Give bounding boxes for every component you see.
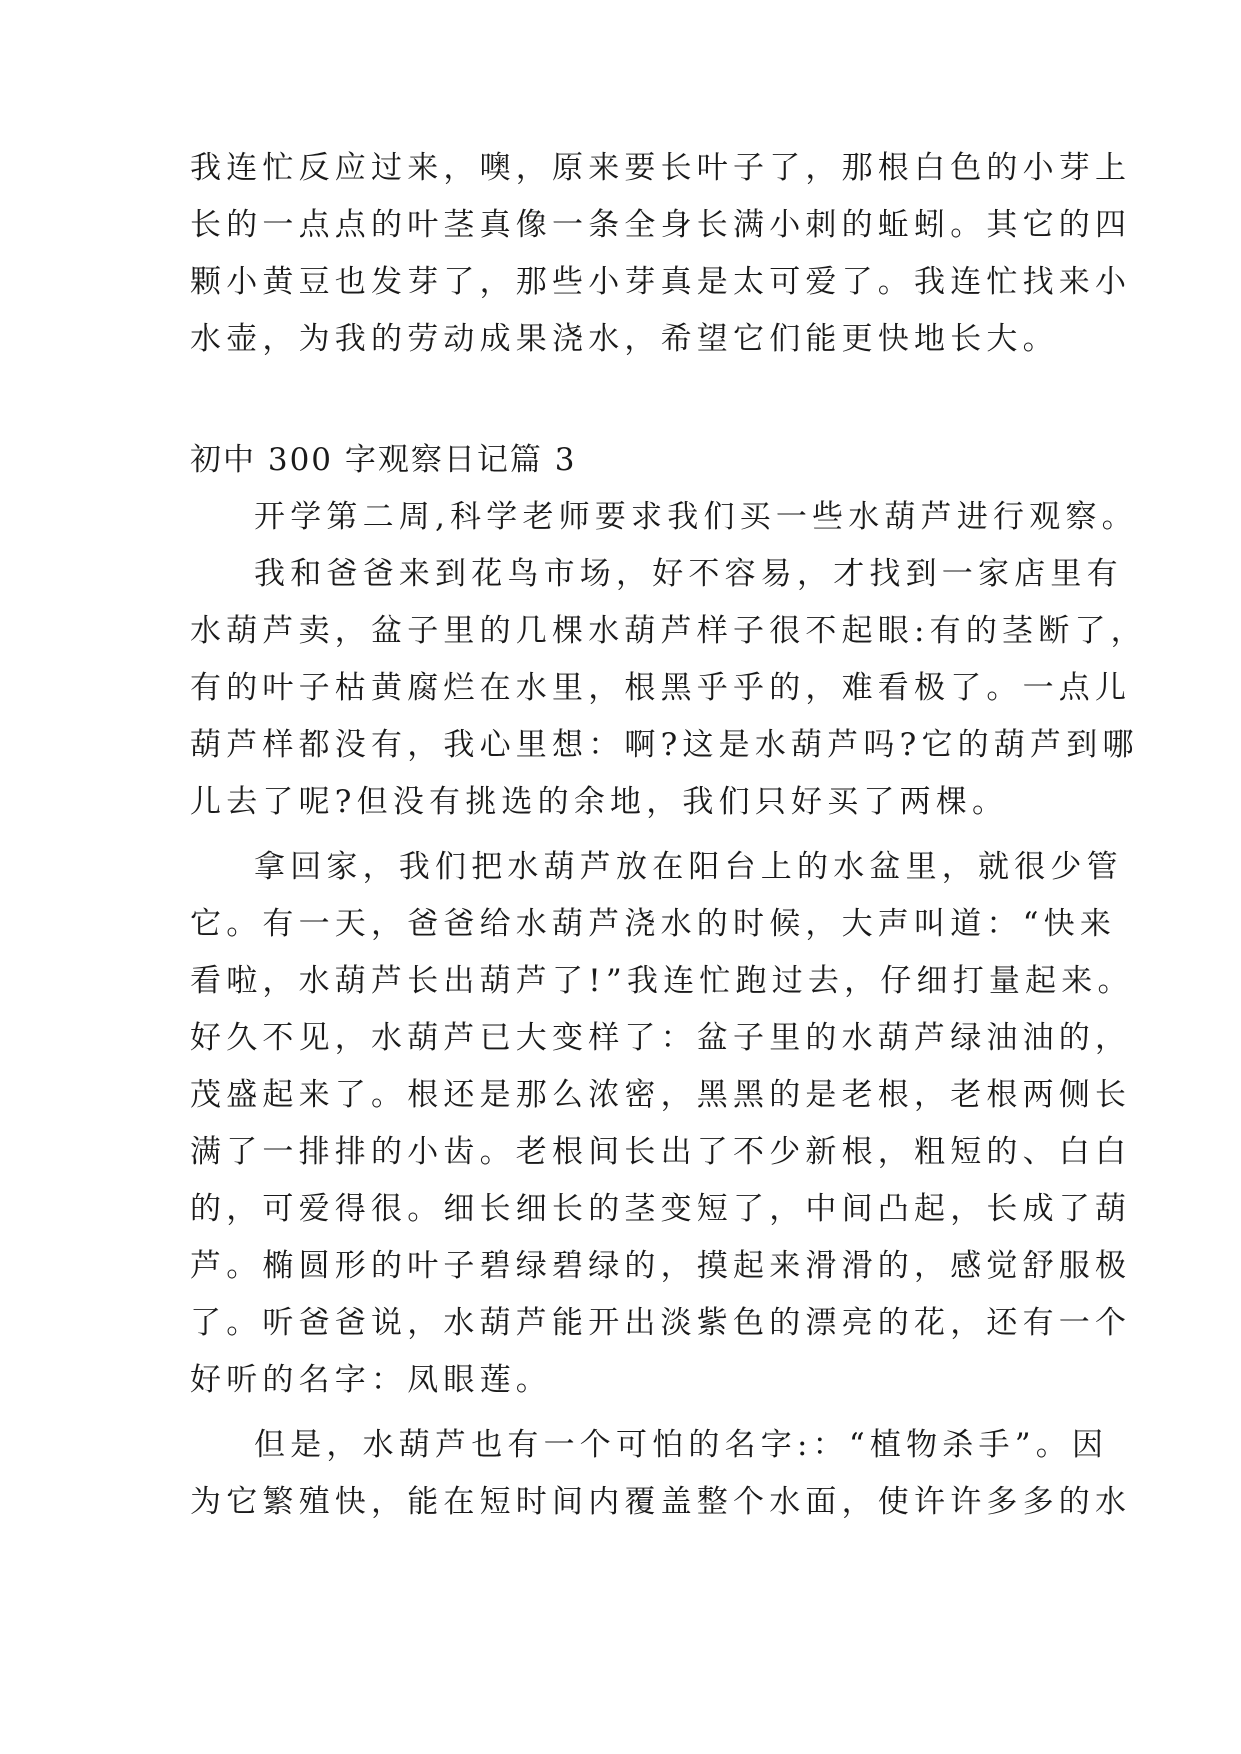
text-line: 看啦，水葫芦长出葫芦了!”我连忙跑过去，仔细打量起来。 — [190, 963, 1134, 999]
text-line: 的，可爱得很。细长细长的茎变短了，中间凸起，长成了葫 — [190, 1191, 1132, 1227]
text-line: 长的一点点的叶茎真像一条全身长满小刺的蚯蚓。其它的四 — [190, 207, 1132, 243]
text-line: 我连忙反应过来，噢，原来要长叶子了，那根白色的小芽上 — [190, 150, 1132, 186]
text-line: 它。有一天，爸爸给水葫芦浇水的时候，大声叫道：“快来 — [190, 906, 1117, 942]
text-line: 好听的名字：凤眼莲。 — [190, 1362, 552, 1398]
text-line: 开学第二周,科学老师要求我们买一些水葫芦进行观察。 — [254, 499, 1138, 535]
text-line: 水壶，为我的劳动成果浇水，希望它们能更快地长大。 — [190, 321, 1059, 357]
text-line: 拿回家，我们把水葫芦放在阳台上的水盆里，就很少管 — [254, 849, 1123, 885]
text-line: 儿去了呢?但没有挑选的余地，我们只好买了两棵。 — [190, 784, 1009, 820]
text-line: 水葫芦卖，盆子里的几棵水葫芦样子很不起眼:有的茎断了， — [190, 613, 1147, 649]
text-line: 我和爸爸来到花鸟市场，好不容易，才找到一家店里有 — [254, 556, 1123, 592]
text-line: 葫芦样都没有，我心里想：啊?这是水葫芦吗?它的葫芦到哪 — [190, 727, 1139, 763]
text-line: 颗小黄豆也发芽了，那些小芽真是太可爱了。我连忙找来小 — [190, 264, 1132, 300]
text-line: 满了一排排的小齿。老根间长出了不少新根，粗短的、白白 — [190, 1134, 1132, 1170]
text-line: 有的叶子枯黄腐烂在水里，根黑乎乎的，难看极了。一点儿 — [190, 670, 1132, 706]
text-line: 了。听爸爸说，水葫芦能开出淡紫色的漂亮的花，还有一个 — [190, 1305, 1132, 1341]
section-heading: 初中 300 字观察日记篇 3 — [190, 442, 577, 478]
text-line: 茂盛起来了。根还是那么浓密，黑黑的是老根，老根两侧长 — [190, 1077, 1132, 1113]
text-line: 好久不见，水葫芦已大变样了：盆子里的水葫芦绿油油的， — [190, 1020, 1132, 1056]
text-line: 为它繁殖快，能在短时间内覆盖整个水面，使许许多多的水 — [190, 1484, 1132, 1520]
text-line: 芦。椭圆形的叶子碧绿碧绿的，摸起来滑滑的，感觉舒服极 — [190, 1248, 1132, 1284]
text-line: 但是，水葫芦也有一个可怕的名字:：“植物杀手”。因 — [254, 1427, 1109, 1463]
